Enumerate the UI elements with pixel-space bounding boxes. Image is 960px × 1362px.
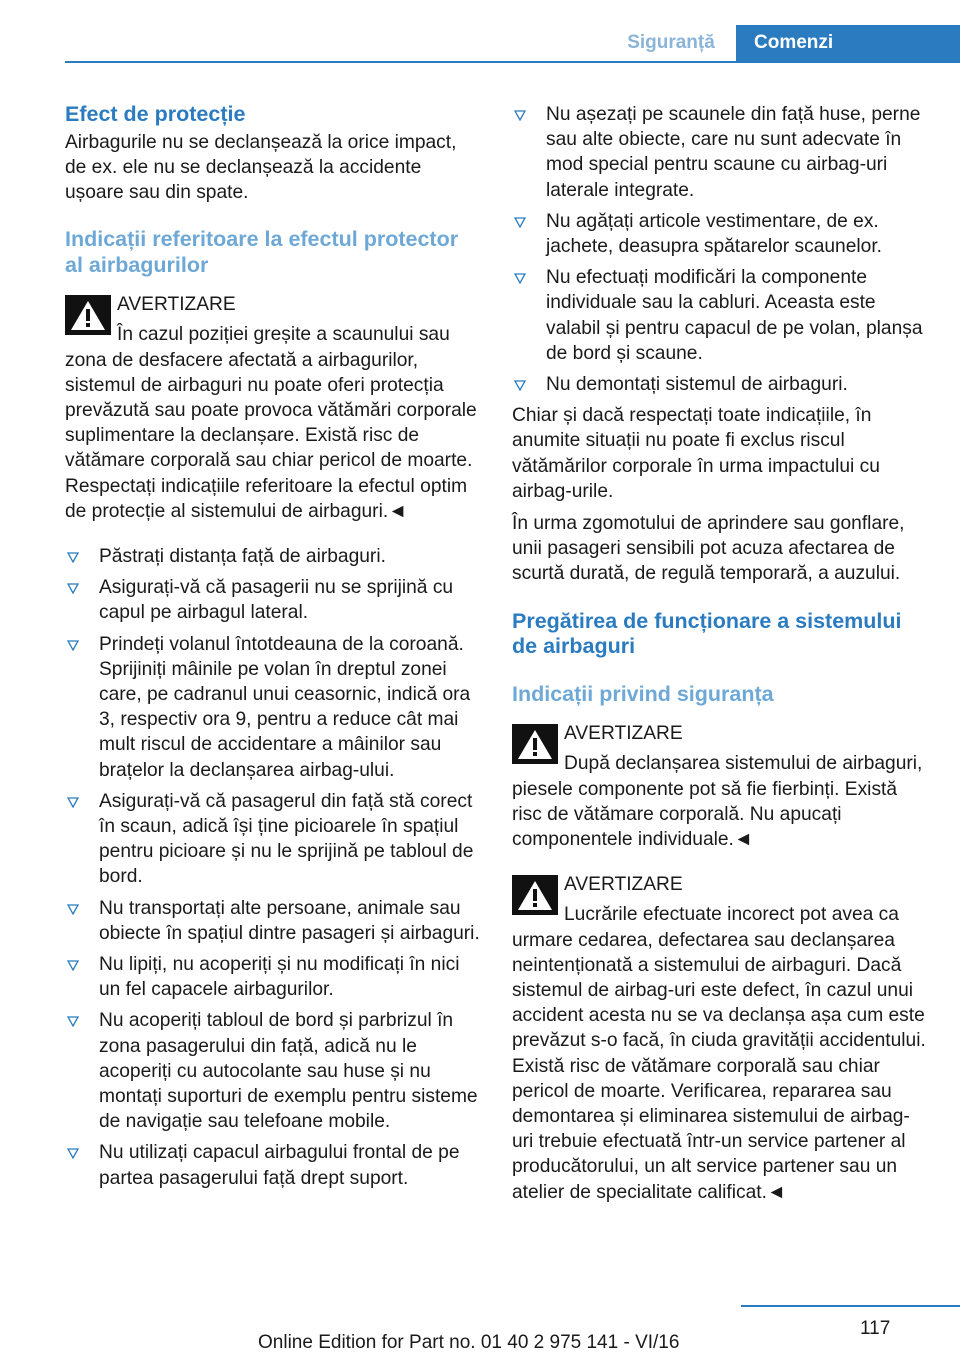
footer-rule: [741, 1305, 960, 1307]
list-item: Nu agățați articole vestimentare, de ex. jachete, deasupra spătarelor scaunelor.: [512, 209, 928, 259]
triangle-bullet-icon: [67, 1147, 79, 1159]
list-item: Nu lipiți, nu acoperiți și nu modificați în nici un fel capacele airbagurilor.: [65, 952, 480, 1002]
heading-safety-notes: Indicații privind siguranța: [512, 681, 774, 706]
triangle-bullet-icon: [67, 796, 79, 808]
triangle-bullet-icon: [514, 216, 526, 228]
triangle-bullet-icon: [67, 903, 79, 915]
heading-protection-effect: Efect de protecție: [65, 102, 246, 126]
warning-title: AVERTIZARE: [564, 874, 683, 896]
paragraph-protection-effect: Airbagurile nu se declanșează la orice impact, de ex. ele nu se declanșează la accidente ușoare sau din spate.: [65, 131, 457, 203]
list-item: Asigurați-vă că pasagerii nu se sprijină cu capul pe airbagul lateral.: [65, 575, 480, 625]
warning-block: [512, 721, 928, 852]
triangle-bullet-icon: [67, 582, 79, 594]
right-column: [512, 102, 928, 1225]
list-item: Nu demontați sistemul de airbaguri.: [512, 372, 928, 397]
list-item: Prindeți volanul întotdeauna de la coroană. Sprijiniți mâinile pe volan în dreptul zonei care, pe cadranul unui ceasornic, indică ora 3, respectiv ora 9, pentru a reduce cât mai mult riscul de accidentare a mâinilor sau brațelor la declanșarea airbag-ului.: [65, 632, 480, 783]
warning-text: După declanșarea sistemului de airbaguri, piesele componente pot să fie fierbinți. Există risc de vătămare corporală. Nu apucați componentele individuale.◄: [512, 753, 923, 850]
triangle-bullet-icon: [67, 639, 79, 651]
warning-text: În cazul poziției greșite a scaunului sau zona de desfacere afectată a airbagurilor, sistemul de airbaguri nu poate oferi protecția prevăzută sau poate provoca vătămări corporale suplimentare la declanșare. Există risc de vătămare corporală sau chiar pericol de moarte. Respectați indicațiile referitoare la efectul optim de protecție al sistemului de airbaguri.◄: [65, 324, 477, 522]
bullet-list-left: [65, 544, 480, 1191]
list-item: Nu transportați alte persoane, animale sau obiecte în spațiul dintre pasageri și airbaguri.: [65, 896, 480, 946]
warning-block: [65, 292, 480, 524]
triangle-bullet-icon: [67, 551, 79, 563]
header-tab-section[interactable]: Siguranță: [627, 32, 715, 53]
triangle-bullet-icon: [67, 959, 79, 971]
list-item: Nu utilizați capacul airbagului frontal de pe partea pasagerului față drept suport.: [65, 1140, 480, 1190]
warning-triangle-icon: [512, 724, 558, 764]
warning-block: [512, 872, 928, 1205]
page-number: 117: [860, 1318, 891, 1339]
triangle-bullet-icon: [514, 272, 526, 284]
list-item: Nu efectuați modificări la componente individuale sau la cabluri. Aceasta este valabil și pentru capacul de pe volan, planșa de bord și scaune.: [512, 265, 928, 366]
header-tab-chapter[interactable]: Comenzi: [736, 25, 960, 63]
list-item: Nu acoperiți tabloul de bord și parbrizul în zona pasagerului din față, adică nu le acoperiți cu autocolante sau huse și nu montați suporturi de exemplu pentru sisteme de navigație sau telefoane mobile.: [65, 1008, 480, 1134]
triangle-bullet-icon: [514, 379, 526, 391]
triangle-bullet-icon: [514, 109, 526, 121]
warning-triangle-icon: [65, 295, 111, 335]
bullet-list-right: [512, 102, 928, 397]
triangle-bullet-icon: [67, 1015, 79, 1027]
warning-title: AVERTIZARE: [564, 723, 683, 745]
heading-airbag-readiness: Pregătirea de funcționare a sistemului de airbaguri: [512, 608, 902, 659]
warning-triangle-icon: [512, 875, 558, 915]
paragraph-risk-exclusion: Chiar și dacă respectați toate indicațiile, în anumite situații nu poate fi exclus riscul vătămărilor corporale în urma impactului cu airbag-urile.: [512, 405, 880, 502]
left-column: [65, 102, 480, 1197]
warning-title: AVERTIZARE: [117, 294, 236, 316]
paragraph-ignition-noise: În urma zgomotului de aprindere sau gonflare, unii pasageri sensibili pot acuza afectarea de scurtă durată, de regulă temporară, a auzului.: [512, 513, 905, 585]
list-item: Păstrați distanța față de airbaguri.: [65, 544, 480, 569]
list-item: Nu așezați pe scaunele din față huse, perne sau alte obiecte, care nu sunt adecvate în mod special pentru scaune cu airbag-uri laterale integrate.: [512, 102, 928, 203]
edition-footer: Online Edition for Part no. 01 40 2 975 141 - VI/16: [258, 1332, 680, 1353]
warning-text: Lucrările efectuate incorect pot avea ca urmare cedarea, defectarea sau declanșarea neintenționată a sistemului de airbaguri. Dacă sistemul de airbag-uri este defect, în cazul unui accident acesta nu se va declanșa așa cum este prevăzut s-o facă, în ciuda gravității accidentului. Există risc de vătămare corporală sau chiar pericol de moarte. Verificarea, repararea sau demontarea și eliminarea sistemului de airbag-uri trebuie efectuată într-un service partener al producătorului, un alt service partener sau un atelier de specialitate calificat.◄: [512, 904, 926, 1203]
list-item: Asigurați-vă că pasagerul din față stă corect în scaun, adică își ține picioarele în spațiul pentru picioare și nu le sprijină pe tabloul de bord.: [65, 789, 480, 890]
heading-airbag-notes: Indicații referitoare la efectul protector al airbagurilor: [65, 227, 459, 277]
